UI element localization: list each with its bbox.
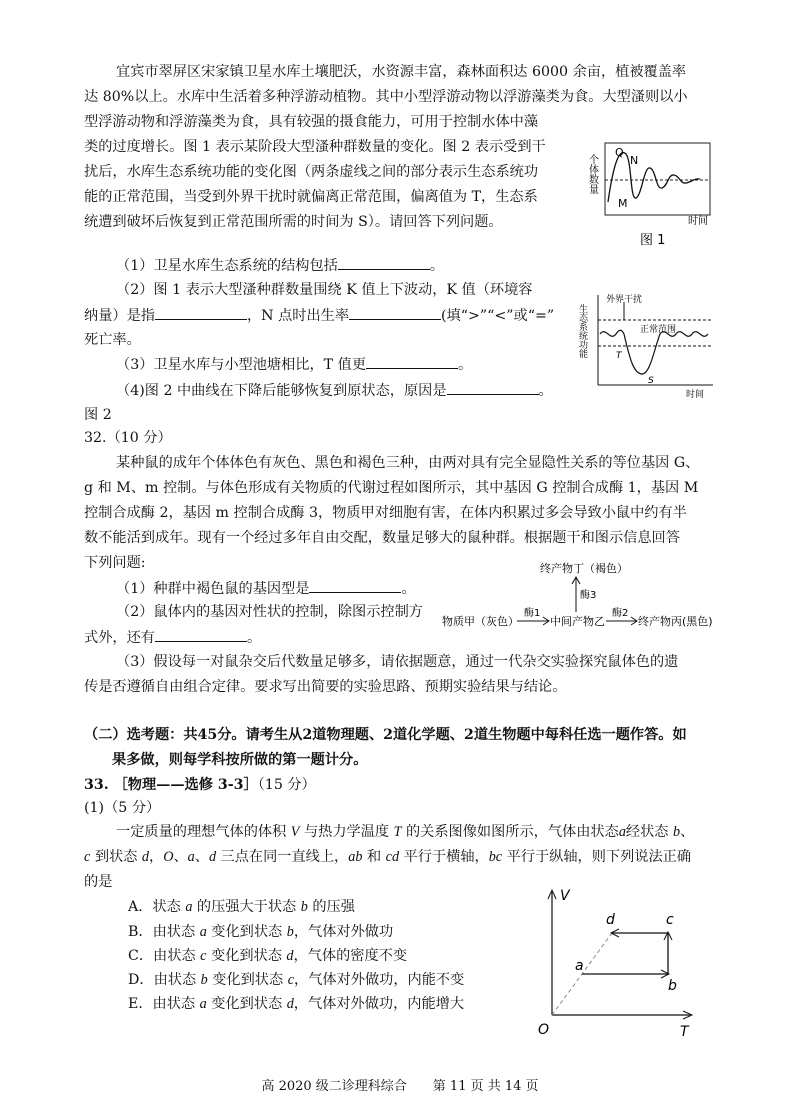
answer-blank[interactable] (309, 578, 401, 593)
para-line: 统遭到破坏后恢复到正常范围所需的时间为 S）。请回答下列问题。 (84, 214, 503, 230)
fig2-ylabel: 生态系统功能 (577, 304, 587, 358)
label-b: b (668, 978, 677, 994)
label-v: V (560, 888, 570, 904)
question-32-1 (116, 578, 416, 599)
question-32-2-cont (84, 627, 261, 648)
question-text: （1）卫星水库生态系统的结构包括 (116, 258, 338, 274)
product-ding: 终产物丁（褐色） (540, 562, 628, 575)
label-q: Q (615, 146, 624, 159)
question-text: 式外，还有 (84, 630, 155, 646)
q33-score: （15 分） (257, 777, 316, 793)
para-line: 的是 (84, 874, 113, 890)
section-heading: （二）选考题：共45分。请考生从2道物理题、2道化学题、2道生物题中每科任选一题作答。如 (84, 727, 687, 743)
question-text: （1）种群中褐色鼠的基因型是 (116, 581, 310, 597)
para-line: 类的过度增长。图 1 表示某阶段大型溞种群数量的变化。图 2 表示受到干 (84, 139, 546, 155)
figure-2-caption: 图 2 (84, 407, 112, 423)
enzyme-1-label: 酶1 (524, 608, 541, 619)
fig1-ylabel: 个体数量 (586, 154, 598, 194)
para-line: 下列问题: (84, 555, 146, 571)
normal-label: 正常范围 (640, 325, 677, 335)
question-text: 。 (246, 630, 262, 646)
page-footer: 高 2020 级二诊理科综合 第 11 页 共 14 页 (261, 1079, 539, 1094)
metabolic-pathway (440, 556, 720, 636)
answer-blank[interactable] (447, 380, 539, 395)
question-text: 。 (429, 258, 445, 274)
para-line: 一定质量的理想气体的体积 V 与热力学温度 T 的关系图像如图所示，气体由状态a经状态 b、 (116, 824, 695, 840)
question-31-2-cont (84, 305, 554, 326)
figure-2 (578, 290, 718, 400)
option-e[interactable]: E．由状态 a 变化到状态 d，气体对外做功，内能增大 (128, 996, 465, 1012)
label-a: a (575, 958, 584, 974)
question-31-2: （2）图 1 表示大型溞种群数量围绕 K 值上下波动，K 值（环境容 (116, 282, 533, 298)
para-line: c 到状态 d，O、a、d 三点在同一直线上，ab 和 cd 平行于横轴，bc 平行于纵轴，则下列说法正确 (84, 849, 692, 865)
enzyme-2-label: 酶2 (612, 608, 629, 619)
para-line: 型浮游动物和浮游藻类为食，具有较强的摄食能力，可用于控制水体中藻 (84, 114, 539, 130)
label-n: N (630, 154, 639, 167)
q32-title: 32.（10 分） (84, 430, 172, 446)
question-32-2: （2）鼠体内的基因对性状的控制，除图示控制方 (116, 604, 423, 620)
label-c: c (666, 912, 674, 928)
fig2-xlabel: 时间 (686, 390, 705, 400)
intermediate-yi: 中间产物乙 (550, 615, 605, 628)
answer-blank[interactable] (366, 354, 458, 369)
option-b[interactable]: B．由状态 a 变化到状态 b，气体对外做功 (128, 924, 394, 940)
answer-blank[interactable] (338, 255, 430, 270)
question-32-3: （3）假设每一对鼠杂交后代数量足够多，请依据题意，通过一代杂交实验探究鼠体色的遗 (116, 654, 679, 670)
label-s: S (648, 376, 654, 386)
q33-sub: (1)（5 分） (84, 800, 161, 816)
label-d: d (606, 912, 615, 928)
question-text: 。 (401, 581, 416, 597)
question-text: 。 (538, 383, 553, 399)
option-d[interactable]: D．由状态 b 变化到状态 c，气体对外做功，内能不变 (128, 972, 465, 988)
question-text: 。 (458, 357, 473, 373)
q33-title: 33. ［物理——选修 3-3］ (84, 777, 258, 793)
answer-blank[interactable] (155, 305, 247, 320)
para-line: 能的正常范围，当受到外界干扰时就偏离正常范围，偏离值为 T，生态系 (84, 189, 538, 205)
q33-title-line (84, 775, 316, 795)
fig1-caption: 图 1 (640, 233, 666, 248)
question-text: （3）卫星水库与小型池塘相比，T 值更 (116, 357, 367, 373)
disturb-label: 外界干扰 (606, 295, 643, 305)
question-text: (填“>”“<”或“=” (441, 308, 555, 324)
question-31-4 (116, 380, 553, 401)
question-text: ，N 点时出生率 (246, 308, 350, 324)
fig1-xlabel: 时间 (688, 216, 708, 227)
para-line: 宜宾市翠屏区宋家镇卫星水库土壤肥沃，水资源丰富，森林面积达 6000 余亩，植被覆盖率 (116, 64, 687, 80)
question-text: 纳量）是指 (84, 308, 155, 324)
label-o: O (538, 1022, 550, 1038)
question-31-1 (116, 255, 444, 276)
product-bing: 终产物丙(黑色) (638, 615, 713, 628)
question-31-2-end: 死亡率。 (84, 332, 141, 348)
para-line: 某种鼠的成年个体体色有灰色、黑色和褐色三种，由两对具有完全显隐性关系的等位基因 G、 (116, 455, 700, 471)
figure-1 (586, 140, 720, 250)
section-heading-cont: 果多做，则每学科按所做的第一题计分。 (112, 752, 368, 768)
question-32-3-cont: 传是否遵循自由组合定律。要求写出简要的实验思路、预期实验结果与结论。 (84, 679, 567, 695)
population-curve (608, 153, 700, 202)
para-line: 达 80%以上。水库中生活着多种浮游动植物。其中小型浮游动物以浮游藻类为食。大型溞则以小 (84, 89, 688, 105)
para-line: 控制合成酶 2，基因 m 控制合成酶 3，物质甲对细胞有害，在体内积累过多会导致小鼠中约有半 (84, 505, 687, 521)
label-m: M (618, 197, 628, 210)
substance-jia: 物质甲（灰色） (442, 615, 519, 628)
para-line: 数不能活到成年。现有一个经过多年自由交配，数量足够大的鼠种群。根据题干和图示信息回答 (84, 530, 680, 546)
enzyme-3-label: 酶3 (580, 590, 597, 601)
para-line: 扰后，水库生态系统功能的变化图（两条虚线之间的部分表示生态系统功 (84, 164, 539, 180)
question-text: （4)图 2 中曲线在下降后能够恢复到原状态，原因是 (116, 383, 447, 399)
option-a[interactable]: A．状态 a 的压强大于状态 b 的压强 (128, 899, 355, 915)
option-c[interactable]: C．由状态 c 变化到状态 d，气体的密度不变 (128, 948, 408, 964)
para-line: g 和 M、m 控制。与体色形成有关物质的代谢过程如图所示，其中基因 G 控制合成酶 1，基因 M (84, 480, 699, 496)
answer-blank[interactable] (349, 305, 441, 320)
label-t-axis: T (680, 1024, 689, 1040)
question-31-3 (116, 354, 472, 375)
answer-blank[interactable] (155, 627, 247, 642)
label-t: T (616, 351, 622, 361)
vt-graph (530, 880, 710, 1040)
